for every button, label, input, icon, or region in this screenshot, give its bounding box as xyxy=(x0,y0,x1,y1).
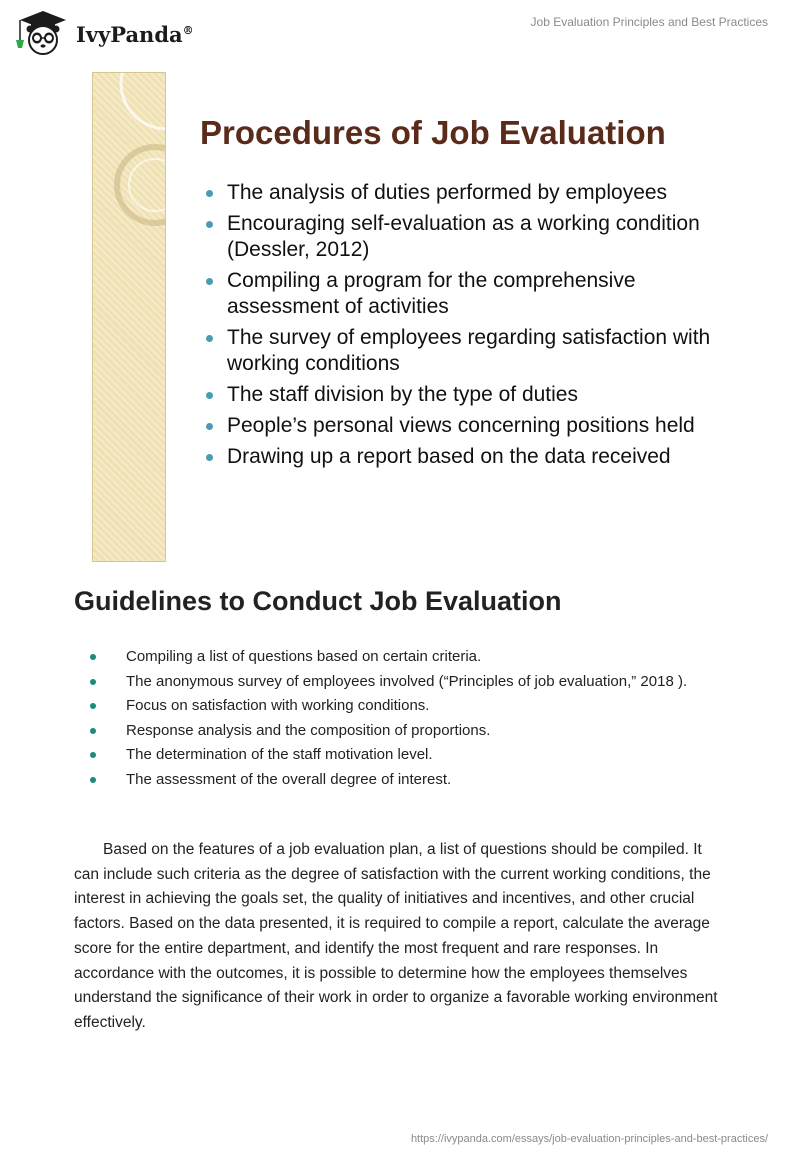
slide-title: Procedures of Job Evaluation xyxy=(200,114,666,151)
slide-bullet: The analysis of duties performed by employees xyxy=(206,180,726,206)
decorative-rings-icon xyxy=(93,73,165,561)
ivypanda-logo[interactable] xyxy=(14,10,194,56)
section-heading: Guidelines to Conduct Job Evaluation xyxy=(74,586,562,616)
list-item: The determination of the staff motivation level. xyxy=(74,743,734,768)
slide-bullet-list xyxy=(206,180,726,475)
logo-text: IvyPanda® xyxy=(76,21,194,47)
page-title: Job Evaluation Principles and Best Practices xyxy=(530,15,768,29)
slide-image xyxy=(92,72,732,560)
panda-logo-icon xyxy=(14,10,72,56)
source-url-link[interactable]: https://ivypanda.com/essays/job-evaluation-principles-and-best-practices/ xyxy=(410,1133,768,1145)
page-header xyxy=(0,0,800,64)
slide-bullet: Compiling a program for the comprehensive assessment of activities xyxy=(206,268,726,320)
list-item: The assessment of the overall degree of interest. xyxy=(74,768,734,793)
slide-decorative-band xyxy=(92,72,166,562)
slide-bullet: The survey of employees regarding satisfaction with working conditions xyxy=(206,325,726,377)
slide-bullet: The staff division by the type of duties xyxy=(206,382,726,408)
list-item: Response analysis and the composition of proportions. xyxy=(74,719,734,744)
slide-bullet: People’s personal views concerning positions held xyxy=(206,413,726,439)
list-item: Focus on satisfaction with working conditions. xyxy=(74,694,734,719)
body-paragraph: Based on the features of a job evaluation plan, a list of questions should be compiled. It can include such criteria as the degree of satisfaction with the current working conditions, the interest in achieving the goals set, the quality of initiatives and incentives, and other crucial factors. Based on the data presented, it is required to compile a report, calculate the average score for the entire department, and identify the most frequent and rare responses. In accordance with the outcomes, it is possible to determine how the employees themselves understand the significance of their work in order to organize a favorable working environment effectively. xyxy=(74,841,718,1031)
slide-bullet: Encouraging self-evaluation as a working condition (Dessler, 2012) xyxy=(206,211,726,263)
guidelines-list xyxy=(74,645,734,792)
list-item: The anonymous survey of employees involved (“Principles of job evaluation,” 2018 ). xyxy=(74,670,734,695)
list-item: Compiling a list of questions based on certain criteria. xyxy=(74,645,734,670)
slide-bullet: Drawing up a report based on the data received xyxy=(206,444,726,470)
